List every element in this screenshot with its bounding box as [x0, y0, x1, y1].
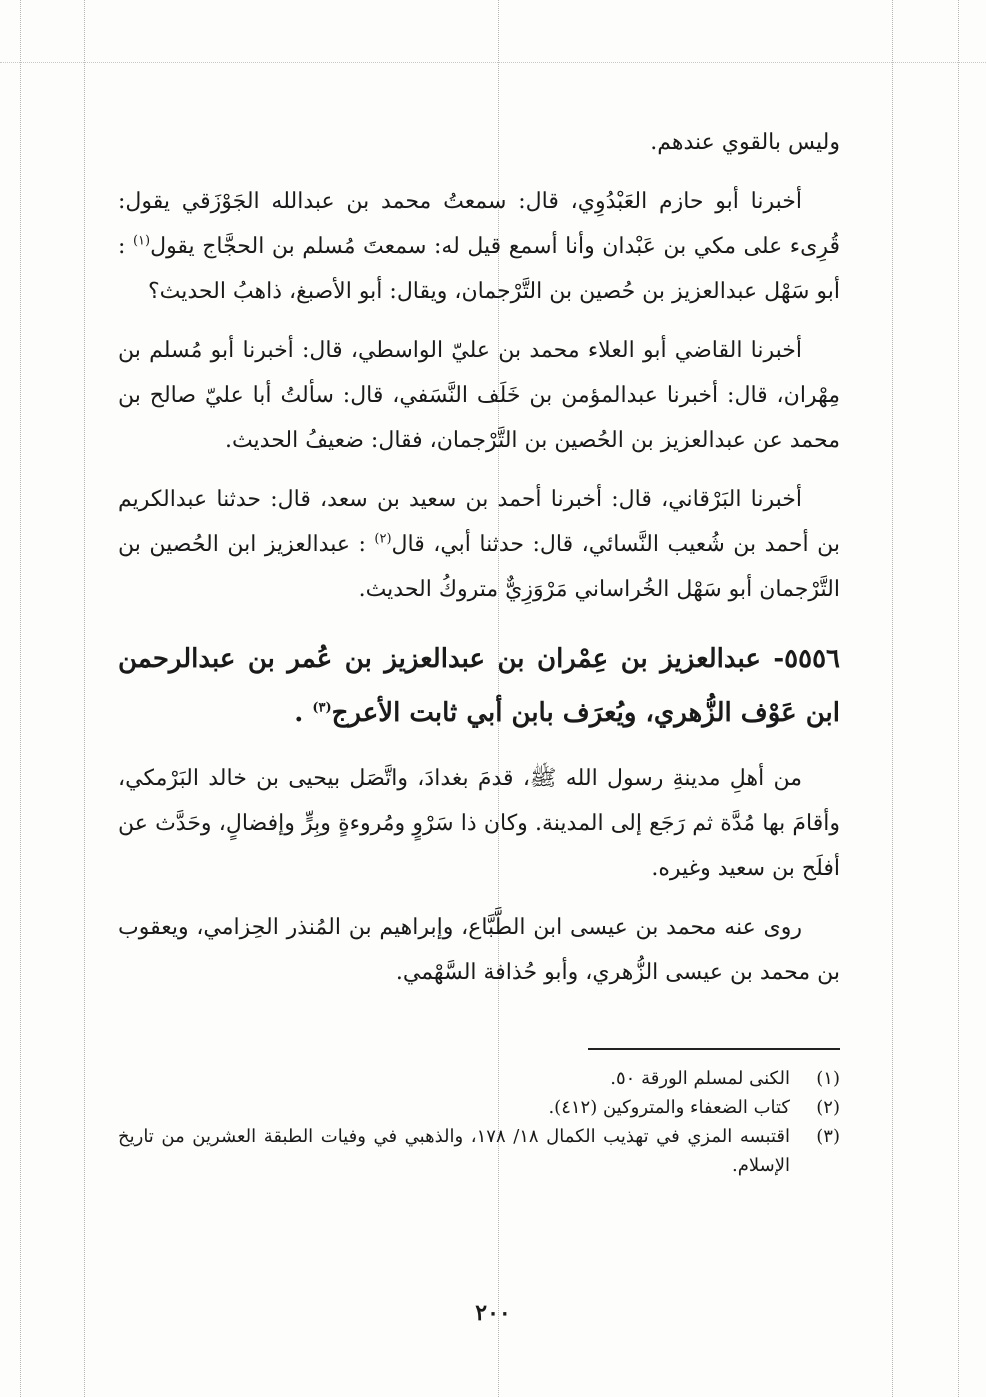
paragraph: أخبرنا أبو حازم العَبْدُوِي، قال: سمعتُ محمد بن عبدالله الجَوْزَقي يقول: قُرِىء على مكي بن عَبْدان وأنا أسمع قيل له: سمعتَ مُسلم بن الحجَّاج يقول$^{(١)}$ : أبو سَهْل عبدالعزيز بن حُصين بن التَّرْجمان، ويقال: أبو الأصبغ، ذاهبُ الحديث؟ [118, 189, 840, 304]
page-number: ٢٠٠ [475, 1300, 511, 1326]
scan-dot-line [892, 0, 893, 1397]
paragraph: وليس بالقوي عندهم. [650, 130, 840, 155]
scan-dot-line [20, 0, 21, 1397]
scan-dot-line [958, 0, 959, 1397]
footnote-text: اقتبسه المزي في تهذيب الكمال ١٨/ ١٧٨، والذهبي في وفيات الطبقة العشرين من تاريخ الإسلام. [118, 1126, 790, 1176]
footnote-text: كتاب الضعفاء والمتروكين (٤١٢). [548, 1097, 790, 1118]
scan-dot-line [0, 62, 986, 63]
paragraph: روى عنه محمد بن عيسى ابن الطَّبَّاع، وإبراهيم بن المُنذر الحِزامي، ويعقوب بن محمد بن عيسى الزُّهري، وأبو حُذافة السَّهْمي. [118, 915, 840, 985]
footnotes [118, 1064, 840, 1180]
footnote [118, 1122, 840, 1180]
footnote [118, 1093, 840, 1122]
footnote-marker: (١) [132, 233, 151, 249]
main-text [118, 120, 840, 995]
footnote-text: الكنى لمسلم الورقة ٥٠. [610, 1068, 790, 1089]
scan-dot-line [84, 0, 85, 1397]
footnote-number: (١) [816, 1068, 840, 1089]
footnote-marker: (٢) [374, 531, 392, 547]
footnote-number: (٣) [816, 1126, 840, 1147]
footnote [118, 1064, 840, 1093]
paragraph: من أهلِ مدينةِ رسول الله ﷺ، قدمَ بغدادَ، واتَّصَل بيحيى بن خالد البَرْمكي، وأقامَ بها مُدَّة ثم رَجَع إلى المدينة. وكان ذا سَرْوٍ ومُروءةٍ وبِرٍّ وإفضالٍ، وحَدَّث عن أفلَح بن سعيد وغيره. [118, 766, 840, 881]
footnote-separator [588, 1048, 840, 1050]
paragraph: أخبرنا القاضي أبو العلاء محمد بن عليّ الواسطي، قال: أخبرنا أبو مُسلم بن مِهْران، قال: أخبرنا عبدالمؤمن بن خَلَف النَّسَفي، قال: سألتُ أبا عليّ صالح بن محمد عن عبدالعزيز بن الحُصين بن التَّرْجمان، فقال: ضعيفُ الحديث. [118, 338, 840, 453]
paragraph: أخبرنا البَرْقاني، قال: أخبرنا أحمد بن سعيد بن سعد، قال: حدثنا عبدالكريم بن أحمد بن شُعيب النَّسائي، قال: حدثنا أبي، قال$^{(٢)}$ : عبدالعزيز ابن الحُصين بن التَّرْجمان أبو سَهْل الخُراساني مَرْوَزِيٌّ متروكُ الحديث. [118, 487, 840, 602]
footnote-number: (٢) [816, 1097, 840, 1118]
entry-heading: ٥٥٥٦- عبدالعزيز بن عِمْران بن عبدالعزيز بن عُمر بن عبدالرحمن ابن عَوْف الزُّهري، ويُعرَف بابن أبي ثابت الأعرج$^{(٣)}$ . [118, 644, 840, 728]
footnote-marker: (٣) [312, 700, 332, 716]
